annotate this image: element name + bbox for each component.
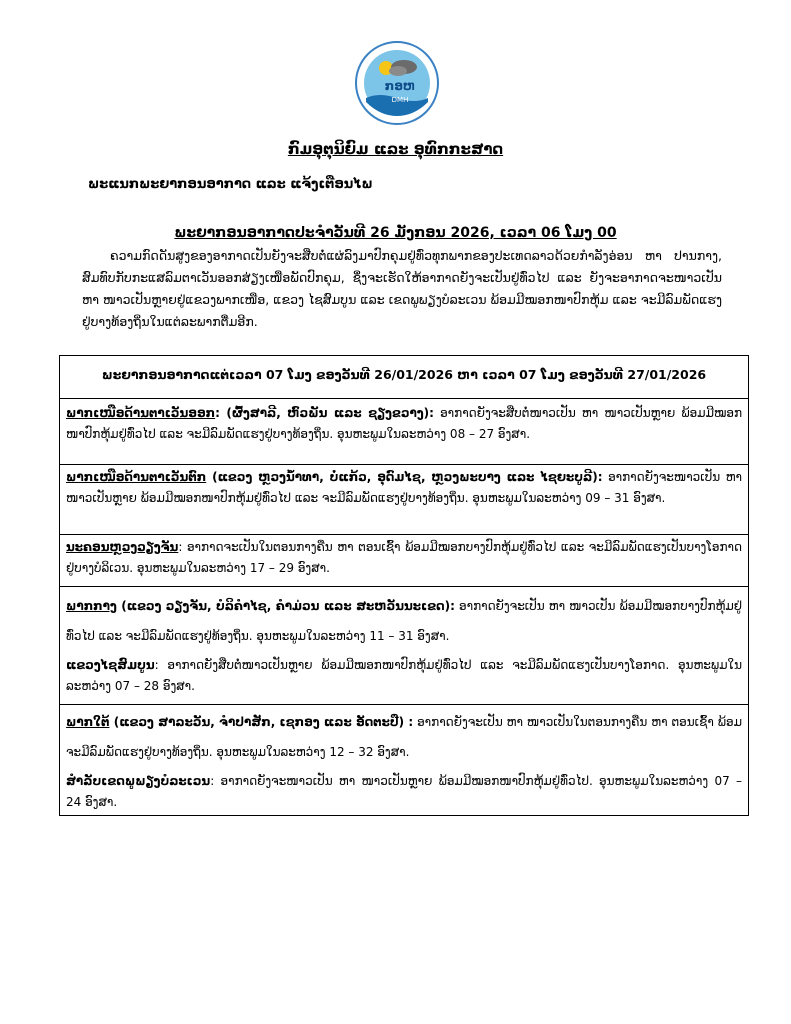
region-xaisomboun-text: : ອາກາດຍັງສືບຕໍ່ໜາວເປັນຫຼາຍ ພ້ອມມີໝອກໜາປົກຫຸ້ມຢູ່ທົ່ວໄປ ແລະ ຈະມີລົມພັດແຮງເປັນບາງໂອກາດ. ອຸນຫະພູມໃນລະຫວ່າງ 07 – 28 ອົງສາ.: [66, 658, 742, 693]
region-vientiane-title: ນະຄອນຫຼວງວຽງຈັນ: [66, 540, 179, 554]
forecast-table: [59, 355, 749, 816]
region-vientiane-text: : ອາກາດຈະເປັນໃນຕອນກາງຄືນ ຫາ ຕອນເຊົ້າ ພ້ອມມີໝອກບາງປົກຫຸ້ມຢູ່ທົ່ວໄປ ແລະ ຈະມີລົມພັດແຮງເປັນບາງໂອກາດຢູ່ບາງບໍລິເວນ. ອຸນຫະພູມໃນລະຫວ່າງ 17 – 29 ອົງສາ.: [66, 540, 742, 575]
region-north-west-title: ພາກເໜືອດ້ານຕາເວັນຕົກ: [66, 470, 207, 484]
logo-text: ກອຫ: [384, 79, 416, 93]
region-north-east-text: ອາກາດຍັງຈະສືບຕໍ່ໜາວເປັນ ຫາ ໜາວເປັນຫຼາຍ ພ້ອມມີໝອກໜາປົກຫຸ້ມຢູ່ທົ່ວໄປ ແລະ ຈະມີລົມພັດແຮງຢູ່ບາງທ້ອງຖິ່ນ. ອຸນຫະພູມໃນລະຫວ່າງ 08 – 27 ອົງສາ.: [66, 406, 742, 441]
region-central-text: ອາກາດຍັງຈະເປັນ ຫາ ໜາວເປັນ ພ້ອມມີໝອກບາງປົກຫຸ້ມຢູ່ທົ່ວໄປ ແລະ ຈະມີລົມພັດແຮງຢູ່ທ້ອງຖິ່ນ. ອຸນຫະພູມໃນລະຫວ່າງ 11 – 31 ອົງສາ.: [66, 599, 742, 643]
region-central-provinces: (ແຂວງ ວຽງຈັນ, ບໍລິຄໍາໄຊ, ຄໍາມ່ວນ ແລະ ສະຫວັນນະເຂດ):: [116, 599, 455, 613]
region-vientiane-capital: [60, 534, 748, 586]
region-north-east-title: ພາກເໜືອດ້ານຕາເວັນອອກ: [66, 406, 216, 420]
forecast-title: ພະຍາກອນອາກາດປະຈໍາວັນທີ 26 ມັງກອນ 2026, ເວລາ 06 ໂມງ 00: [174, 225, 617, 241]
table-header: ພະຍາກອນອາກາດແຕ່ເວລາ 07 ໂມງ ຂອງວັນທີ 26/01/2026 ຫາ ເວລາ 07 ໂມງ ຂອງວັນທີ 27/01/2026: [101, 367, 707, 382]
intro-paragraph: ຄວາມກົດດັນສູງຂອງອາກາດເປັນຍັງຈະສືບຕໍ່ແຜ່ລົງມາປົກຄຸມຢູ່ທົ່ວທຸກພາກຂອງປະເທດລາວດ້ວຍກໍາລັງອ່ອນ ຫາ ປານກາງ, ສົມທົບກັບກະແສລົມຕາເວັນອອກສ່ຽງເໜືອພັດປົກຄຸມ, ຊຶ່ງຈະເຮັດໃຫ້ອາກາດຍັງຈະເປັນຢູ່ທົ່ວໄປ ແລະ ຍັງຈະອາກາດຈະໜາວເປັນ ຫາ ໜາວເປັນຫຼາຍຢູ່ແຂວງພາກເໜືອ, ແຂວງ ໄຊສົມບູນ ແລະ ເຂດພູພຽງບໍລະເວນ ພ້ອມມີໝອກໜາປົກຫຸ້ມ ແລະ ຈະມີລົມພັດແຮງຢູ່ບາງທ້ອງຖິ່ນໃນແຕ່ລະພາກຕື່ມອີກ.: [82, 248, 722, 329]
region-bolaven-title: ສໍາລັບເຂດພູພຽງບໍລະເວນ: [66, 774, 211, 788]
region-south-text: ອາກາດຍັງຈະເປັນ ຫາ ໜາວເປັນໃນຕອນກາງຄືນ ຫາ ຕອນເຊົ້າ ພ້ອມຈະມີລົມພັດແຮງຢູ່ບາງທ້ອງຖິ່ນ. ອຸນຫະພູມໃນລະຫວ່າງ 12 – 32 ອົງສາ.: [66, 715, 742, 759]
region-xaisomboun-title: ແຂວງໄຊສົມບູນ: [66, 658, 155, 672]
region-north-east: [60, 398, 748, 464]
region-north-west-text: ອາກາດຍັງຈະໜາວເປັນ ຫາ ໜາວເປັນຫຼາຍ ພ້ອມມີໝອກໜາປົກຫຸ້ມຢູ່ທົ່ວໄປ ແລະ ຈະມີລົມພັດແຮງຢູ່ບາງທ້ອງຖິ່ນ. ອຸນຫະພູມໃນລະຫວ່າງ 09 – 31 ອົງສາ.: [66, 470, 743, 505]
region-central: [60, 586, 748, 704]
region-north-west: [60, 464, 748, 534]
region-south: [60, 704, 748, 816]
logo-sub-text: DMH: [391, 96, 409, 104]
ministry-title: ກົມອຸຕຸນິຍົມ ແລະ ອຸທົກກະສາດ: [287, 140, 504, 158]
department-title: ພະແນກພະຍາກອນອາກາດ ແລະ ແຈ້ງເຕືອນໄພ: [88, 177, 373, 192]
region-north-west-provinces: (ແຂວງ ຫຼວງນໍ້າທາ, ບໍ່ແກ້ວ, ອຸດົມໄຊ, ຫຼວງພະບາງ ແລະ ໄຊຍະບູລີ):: [206, 470, 603, 484]
region-central-title: ພາກກາງ: [66, 599, 117, 613]
region-north-east-provinces: : (ຜົ້ງສາລີ, ຫົວພັນ ແລະ ຊຽງຂວາງ):: [215, 406, 434, 420]
region-bolaven-text: : ອາກາດຍັງຈະໜາວເປັນ ຫາ ໜາວເປັນຫຼາຍ ພ້ອມມີໝອກໜາປົກຫຸ້ມຢູ່ທົ່ວໄປ. ອຸນຫະພູມໃນລະຫວ່າງ 07 – 24 ອົງສາ.: [66, 774, 742, 809]
region-south-title: ພາກໃຕ້: [66, 715, 110, 729]
region-south-provinces: (ແຂວງ ສາລະວັນ, ຈໍາປາສັກ, ເຊກອງ ແລະ ອັດຕະປື) :: [109, 715, 414, 729]
dmh-logo-icon: [354, 40, 440, 126]
